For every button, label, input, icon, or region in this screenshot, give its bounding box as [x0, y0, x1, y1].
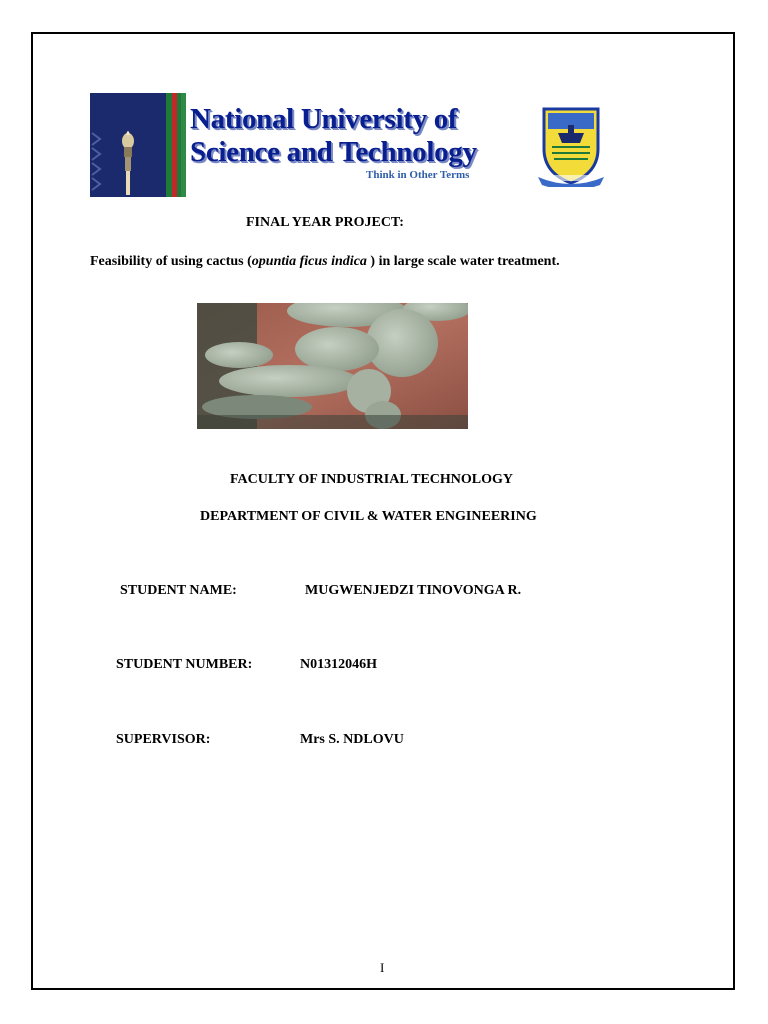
- supervisor-value: Mrs S. NDLOVU: [300, 732, 404, 747]
- university-crest-icon: [538, 103, 604, 187]
- torch-emblem-icon: [90, 93, 186, 197]
- university-name-line2: Science and Technology: [190, 136, 477, 168]
- department-heading: DEPARTMENT OF CIVIL & WATER ENGINEERING: [200, 509, 537, 524]
- university-banner: [90, 93, 610, 197]
- project-title: [90, 254, 560, 270]
- project-type-heading: FINAL YEAR PROJECT:: [246, 215, 404, 230]
- project-title-prefix: Feasibility of using cactus (: [90, 254, 252, 269]
- cactus-photo: [197, 303, 468, 429]
- page-number: I: [380, 960, 385, 975]
- student-number-value: N01312046H: [300, 657, 377, 672]
- university-tagline: Think in Other Terms: [366, 169, 470, 181]
- university-name: [190, 103, 477, 169]
- project-title-species: opuntia ficus indica: [251, 254, 367, 269]
- faculty-heading: FACULTY OF INDUSTRIAL TECHNOLOGY: [230, 472, 514, 487]
- project-title-suffix: ) in large scale water treatment.: [366, 254, 560, 269]
- student-name-value: MUGWENJEDZI TINOVONGA R.: [305, 583, 522, 598]
- student-name-label: STUDENT NAME:: [120, 583, 237, 598]
- university-name-line1: National University of: [190, 103, 458, 135]
- student-number-label: STUDENT NUMBER:: [116, 657, 253, 672]
- supervisor-label: SUPERVISOR:: [116, 732, 211, 747]
